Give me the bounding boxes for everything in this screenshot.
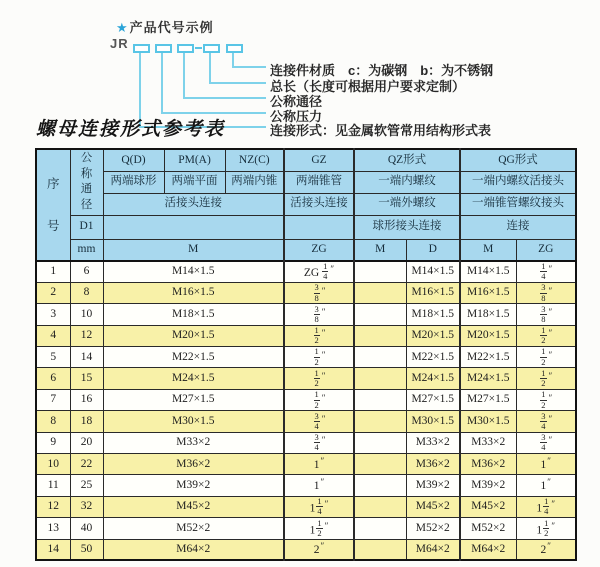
table-row — [36, 496, 576, 517]
header-qz-join2: 一端外螺纹 — [354, 193, 460, 215]
cell-m: M52×2 — [103, 518, 284, 539]
header-pm-sub: 两端平面 — [164, 171, 225, 193]
diagram-label-length: 总长（长度可根据用户要求定制） — [270, 79, 466, 94]
cell-m: M64×2 — [103, 539, 284, 560]
cell-qz-d: M45×2 — [406, 496, 460, 517]
header-qz-sub: 一端内螺纹 — [354, 171, 460, 193]
cell-qg-m: M52×2 — [460, 518, 516, 539]
cell-m: M27×1.5 — [103, 389, 284, 410]
cell-dn: 25 — [70, 475, 103, 496]
cell-qz-d: M20×1.5 — [406, 325, 460, 346]
cell-qg-zg: $\frac{1}{4}$ ″ — [516, 261, 576, 282]
header-dn: 公称通径 — [70, 149, 103, 215]
cell-gz: 1″ — [284, 475, 354, 496]
cell-seq: 13 — [36, 518, 70, 539]
cell-seq: 3 — [36, 304, 70, 325]
cell-m: M20×1.5 — [103, 325, 284, 346]
cell-seq: 6 — [36, 368, 70, 389]
cell-qg-zg: 1 $\frac{1}{2}$ ″ — [516, 518, 576, 539]
header-qg-zg: ZG — [516, 239, 576, 261]
cell-gz: $\frac{3}{8}$ ″ — [284, 304, 354, 325]
cell-qg-zg: 1″ — [516, 475, 576, 496]
cell-gz: $\frac{3}{4}$ ″ — [284, 411, 354, 432]
cell-gz: 1 $\frac{1}{2}$ ″ — [284, 518, 354, 539]
cell-m: M14×1.5 — [103, 261, 284, 282]
cell-qg-m: M27×1.5 — [460, 389, 516, 410]
cell-qz-m — [354, 282, 406, 303]
cell-qz-m — [354, 368, 406, 389]
cell-seq: 8 — [36, 411, 70, 432]
cell-qz-d: M30×1.5 — [406, 411, 460, 432]
cell-seq: 10 — [36, 454, 70, 475]
connector-line-3h — [183, 97, 266, 99]
cell-qg-m: M39×2 — [460, 475, 516, 496]
cell-qz-d: M52×2 — [406, 518, 460, 539]
cell-seq: 12 — [36, 496, 70, 517]
cell-seq: 5 — [36, 347, 70, 368]
connector-line-1h — [232, 66, 266, 68]
cell-qg-zg: $\frac{3}{4}$ ″ — [516, 411, 576, 432]
cell-dn: 16 — [70, 389, 103, 410]
cell-dn: 8 — [70, 282, 103, 303]
cell-qz-d: M64×2 — [406, 539, 460, 560]
header-q: Q(D) — [103, 149, 164, 171]
header-gz-unit: ZG — [284, 239, 354, 261]
table-row — [36, 368, 576, 389]
cell-qz-m — [354, 475, 406, 496]
header-nz: NZ(C) — [225, 149, 284, 171]
code-dash — [195, 47, 202, 49]
header-gz-sub: 两端锥管 — [284, 171, 354, 193]
cell-qg-zg: 1″ — [516, 454, 576, 475]
header-qg-m: M — [460, 239, 516, 261]
cell-gz: $\frac{1}{2}$ ″ — [284, 389, 354, 410]
cell-qg-m: M45×2 — [460, 496, 516, 517]
header-qg-join3: 连接 — [460, 215, 576, 239]
connector-line-4 — [161, 53, 163, 114]
cell-qz-m — [354, 539, 406, 560]
diagram-label-diameter: 公称通径 — [270, 94, 323, 109]
cell-qz-m — [354, 304, 406, 325]
cell-gz: ZG $\frac{1}{4}$ ″ — [284, 261, 354, 282]
cell-qg-m: M64×2 — [460, 539, 516, 560]
connector-line-2h — [209, 82, 266, 84]
cell-dn: 22 — [70, 454, 103, 475]
table-row — [36, 411, 576, 432]
table-row — [36, 347, 576, 368]
code-box-1 — [133, 44, 150, 53]
cell-dn: 50 — [70, 539, 103, 560]
table-row — [36, 389, 576, 410]
cell-qz-m — [354, 261, 406, 282]
cell-m: M39×2 — [103, 475, 284, 496]
table-row — [36, 325, 576, 346]
table-row — [36, 304, 576, 325]
cell-m: M22×1.5 — [103, 347, 284, 368]
cell-qg-zg: $\frac{1}{2}$ ″ — [516, 368, 576, 389]
cell-gz: 1″ — [284, 454, 354, 475]
header-mm: mm — [70, 239, 103, 261]
cell-qg-zg: $\frac{3}{8}$ ″ — [516, 282, 576, 303]
header-gz-join: 活接头连接 — [284, 193, 354, 215]
cell-dn: 18 — [70, 411, 103, 432]
cell-qg-m: M33×2 — [460, 432, 516, 453]
header-left-join: 活接头连接 — [103, 193, 284, 215]
header-gz: GZ — [284, 149, 354, 171]
cell-qg-m: M14×1.5 — [460, 261, 516, 282]
cell-m: M45×2 — [103, 496, 284, 517]
cell-seq: 14 — [36, 539, 70, 560]
connector-line-2 — [209, 53, 211, 84]
table-row — [36, 432, 576, 453]
cell-seq: 2 — [36, 282, 70, 303]
cell-qg-zg: $\frac{3}{8}$ ″ — [516, 304, 576, 325]
cell-qg-zg: 2″ — [516, 539, 576, 560]
table-title: 螺母连接形式参考表 — [36, 119, 226, 140]
table-body — [36, 261, 576, 560]
cell-dn: 6 — [70, 261, 103, 282]
code-box-5 — [226, 44, 243, 53]
cell-qg-m: M24×1.5 — [460, 368, 516, 389]
cell-qz-m — [354, 325, 406, 346]
connector-line-3 — [183, 53, 185, 99]
header-q-sub: 两端球形 — [103, 171, 164, 193]
cell-seq: 1 — [36, 261, 70, 282]
cell-gz: 2″ — [284, 539, 354, 560]
cell-qz-d: M24×1.5 — [406, 368, 460, 389]
header-qz: QZ形式 — [354, 149, 460, 171]
cell-dn: 14 — [70, 347, 103, 368]
cell-m: M16×1.5 — [103, 282, 284, 303]
cell-qz-d: M22×1.5 — [406, 347, 460, 368]
cell-qg-zg: $\frac{3}{4}$ ″ — [516, 432, 576, 453]
header-m-merged: M — [103, 239, 284, 261]
table-row — [36, 475, 576, 496]
star-icon: ★ — [116, 20, 129, 35]
cell-qz-d: M14×1.5 — [406, 261, 460, 282]
cell-qg-m: M36×2 — [460, 454, 516, 475]
cell-qz-d: M27×1.5 — [406, 389, 460, 410]
header-qz-m: M — [354, 239, 406, 261]
header-qz-d: D — [406, 239, 460, 261]
table-row — [36, 539, 576, 560]
header-qg: QG形式 — [460, 149, 576, 171]
cell-qg-m: M20×1.5 — [460, 325, 516, 346]
diagram-title — [116, 17, 214, 36]
diagram-label-pressure: 公称压力 — [270, 109, 323, 124]
cell-gz: $\frac{1}{2}$ ″ — [284, 325, 354, 346]
diagram-label-material: 连接件材质 c：为碳钢 b：为不锈钢 — [270, 63, 494, 78]
table-row — [36, 518, 576, 539]
header-d1: D1 — [70, 215, 103, 239]
cell-qz-m — [354, 389, 406, 410]
cell-qz-m — [354, 496, 406, 517]
cell-qz-d: M39×2 — [406, 475, 460, 496]
diagram-label-connection: 连接形式：见金属软管常用结构形式表 — [270, 123, 492, 138]
cell-qz-m — [354, 518, 406, 539]
header-seq: 序号 — [36, 149, 70, 261]
cell-dn: 32 — [70, 496, 103, 517]
header-qz-join3: 球形接头连接 — [354, 215, 460, 239]
cell-qg-zg: $\frac{1}{2}$ ″ — [516, 347, 576, 368]
cell-gz: $\frac{3}{4}$ ″ — [284, 432, 354, 453]
header-empty-left — [103, 215, 284, 239]
reference-table — [35, 148, 577, 561]
cell-m: M33×2 — [103, 432, 284, 453]
cell-qg-zg: 1 $\frac{1}{4}$ ″ — [516, 496, 576, 517]
cell-dn: 10 — [70, 304, 103, 325]
cell-qz-m — [354, 347, 406, 368]
header-qg-join2: 一端锥管螺纹接头 — [460, 193, 576, 215]
code-box-2 — [155, 44, 172, 53]
cell-qz-m — [354, 411, 406, 432]
cell-gz: $\frac{1}{2}$ ″ — [284, 347, 354, 368]
header-qg-sub: 一端内螺纹活接头 — [460, 171, 576, 193]
cell-qg-m: M18×1.5 — [460, 304, 516, 325]
header-empty-gz — [284, 215, 354, 239]
cell-qg-m: M22×1.5 — [460, 347, 516, 368]
diagram-title-text: 产品代号示例 — [129, 20, 214, 35]
cell-qg-zg: $\frac{1}{2}$ ″ — [516, 389, 576, 410]
cell-gz: 1 $\frac{1}{4}$ ″ — [284, 496, 354, 517]
cell-dn: 12 — [70, 325, 103, 346]
cell-dn: 40 — [70, 518, 103, 539]
cell-m: M24×1.5 — [103, 368, 284, 389]
cell-m: M30×1.5 — [103, 411, 284, 432]
cell-qz-m — [354, 454, 406, 475]
table-header — [36, 149, 576, 261]
table-row — [36, 454, 576, 475]
code-box-4 — [203, 44, 220, 53]
code-prefix: JR — [110, 36, 129, 51]
cell-qz-m — [354, 432, 406, 453]
cell-seq: 9 — [36, 432, 70, 453]
cell-m: M18×1.5 — [103, 304, 284, 325]
header-nz-sub: 两端内锥 — [225, 171, 284, 193]
table-row — [36, 282, 576, 303]
cell-qz-d: M36×2 — [406, 454, 460, 475]
cell-qz-d: M16×1.5 — [406, 282, 460, 303]
cell-seq: 11 — [36, 475, 70, 496]
cell-m: M36×2 — [103, 454, 284, 475]
cell-dn: 20 — [70, 432, 103, 453]
cell-dn: 15 — [70, 368, 103, 389]
header-pm: PM(A) — [164, 149, 225, 171]
code-box-3 — [177, 44, 194, 53]
cell-qg-zg: $\frac{1}{2}$ ″ — [516, 325, 576, 346]
cell-seq: 7 — [36, 389, 70, 410]
cell-qz-d: M33×2 — [406, 432, 460, 453]
cell-qg-m: M30×1.5 — [460, 411, 516, 432]
cell-gz: $\frac{1}{2}$ ″ — [284, 368, 354, 389]
cell-qg-m: M16×1.5 — [460, 282, 516, 303]
cell-qz-d: M18×1.5 — [406, 304, 460, 325]
product-code-diagram — [0, 0, 600, 148]
cell-seq: 4 — [36, 325, 70, 346]
table-row — [36, 261, 576, 282]
cell-gz: $\frac{3}{8}$ ″ — [284, 282, 354, 303]
